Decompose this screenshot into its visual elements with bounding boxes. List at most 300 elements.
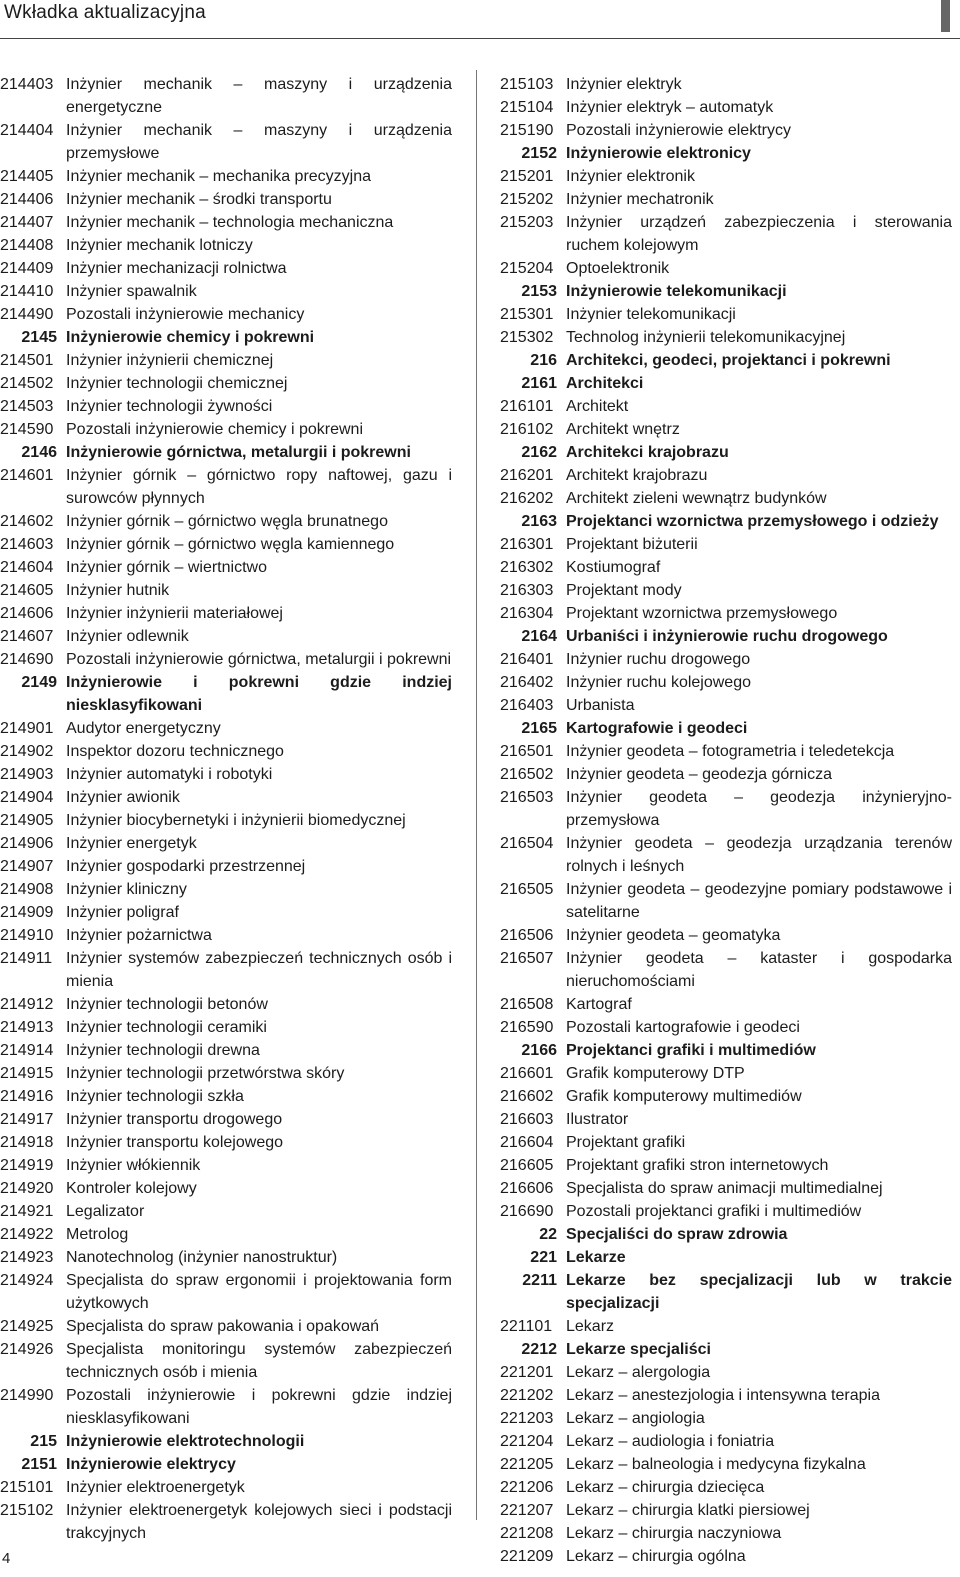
occupation-label: Lekarz – balneologia i medycyna fizykalna (566, 1456, 866, 1473)
occupation-label: Inżynier urządzeń zabezpieczenia i sterowania ruchem kolejowym (566, 214, 952, 254)
occupation-code: 216505 (500, 881, 554, 898)
occupation-code: 221203 (500, 1410, 554, 1427)
occupation-code: 2162 (521, 444, 557, 461)
occupation-label: Inżynierowie telekomunikacji (566, 283, 787, 300)
occupation-label: Inspektor dozoru technicznego (66, 743, 284, 760)
occupation-entry (500, 671, 952, 694)
occupation-entry (500, 579, 952, 602)
occupation-code: 216101 (500, 398, 554, 415)
group-heading (500, 625, 952, 648)
group-heading (500, 372, 952, 395)
occupation-entry (0, 119, 452, 165)
column-divider (476, 70, 477, 1520)
occupation-label: Inżynier odlewnik (66, 628, 189, 645)
occupation-entry (0, 188, 452, 211)
occupation-code: 2163 (521, 513, 557, 530)
occupation-label: Inżynier biocybernetyki i inżynierii biomedycznej (66, 812, 406, 829)
occupation-label: Inżynier mechanik – technologia mechaniczna (66, 214, 394, 231)
occupation-label: Pozostali inżynierowie i pokrewni gdzie indziej niesklasyfikowani (66, 1387, 452, 1427)
group-heading (0, 441, 452, 464)
occupation-label: Lekarz – chirurgia naczyniowa (566, 1525, 782, 1542)
occupation-code: 216508 (500, 996, 554, 1013)
occupation-entry (500, 73, 952, 96)
occupation-entry (0, 878, 452, 901)
occupation-label: Grafik komputerowy multimediów (566, 1088, 802, 1105)
occupation-label: Inżynier technologii żywności (66, 398, 273, 415)
occupation-code: 216590 (500, 1019, 554, 1036)
occupation-label: Specjalista do spraw pakowania i opakowań (66, 1318, 380, 1335)
occupation-code: 214405 (0, 168, 54, 185)
occupation-entry (500, 1407, 952, 1430)
occupation-label: Inżynier systemów zabezpieczeń technicznych osób i mienia (66, 950, 452, 990)
occupation-label: Urbaniści i inżynierowie ruchu drogowego (566, 628, 888, 645)
occupation-code: 216201 (500, 467, 554, 484)
occupation-code: 216401 (500, 651, 554, 668)
occupation-code: 2212 (521, 1341, 557, 1358)
occupation-code: 22 (539, 1226, 557, 1243)
occupation-label: Architekt wnętrz (566, 421, 680, 438)
occupation-label: Architekci, geodeci, projektanci i pokrewni (566, 352, 891, 369)
occupation-label: Inżynier ruchu drogowego (566, 651, 751, 668)
occupation-code: 216506 (500, 927, 554, 944)
occupation-code: 215 (30, 1433, 57, 1450)
occupation-code: 214916 (0, 1088, 54, 1105)
occupation-code: 214920 (0, 1180, 54, 1197)
occupation-label: Inżynier geodeta – fotogrametria i teledetekcja (566, 743, 895, 760)
occupation-label: Projektant grafiki stron internetowych (566, 1157, 829, 1174)
group-heading (500, 280, 952, 303)
occupation-entry (500, 487, 952, 510)
occupation-code: 216303 (500, 582, 554, 599)
occupation-code: 214409 (0, 260, 54, 277)
occupation-code: 216690 (500, 1203, 554, 1220)
occupation-entry (0, 1246, 452, 1269)
occupation-entry (500, 832, 952, 878)
occupation-entry (500, 1545, 952, 1568)
occupation-label: Ilustrator (566, 1111, 629, 1128)
occupation-label: Pozostali inżynierowie mechanicy (66, 306, 305, 323)
occupation-label: Inżynier elektryk (566, 76, 682, 93)
occupation-label: Nanotechnolog (inżynier nanostruktur) (66, 1249, 338, 1266)
occupation-code: 221207 (500, 1502, 554, 1519)
occupation-code: 214603 (0, 536, 54, 553)
occupation-entry (500, 648, 952, 671)
occupation-entry (0, 303, 452, 326)
occupation-label: Projektant biżuterii (566, 536, 698, 553)
occupation-label: Specjalista do spraw animacji multimedialnej (566, 1180, 883, 1197)
occupation-entry (0, 901, 452, 924)
occupation-label: Kostiumograf (566, 559, 661, 576)
occupation-code: 214909 (0, 904, 54, 921)
page-title: Wkładka aktualizacyjna (4, 2, 206, 23)
occupation-entry (0, 763, 452, 786)
occupation-entry (500, 602, 952, 625)
group-heading (500, 142, 952, 165)
occupation-entry (0, 280, 452, 303)
occupation-entry (500, 418, 952, 441)
occupation-entry (0, 1269, 452, 1315)
occupation-entry (0, 418, 452, 441)
occupation-label: Kartograf (566, 996, 632, 1013)
occupation-entry (500, 1430, 952, 1453)
occupation-label: Inżynier technologii drewna (66, 1042, 260, 1059)
occupation-label: Inżynier górnik – górnictwo ropy naftowej, gazu i surowców płynnych (66, 467, 452, 507)
group-heading (0, 326, 452, 349)
occupation-label: Pozostali inżynierowie chemicy i pokrewni (66, 421, 364, 438)
group-heading (0, 1430, 452, 1453)
corner-tab-mark (941, 0, 950, 32)
occupation-label: Lekarze specjaliści (566, 1341, 711, 1358)
occupation-label: Projektant wzornictwa przemysłowego (566, 605, 838, 622)
occupation-label: Inżynierowie elektrotechnologii (66, 1433, 305, 1450)
occupation-entry (0, 1499, 452, 1545)
occupation-code: 215202 (500, 191, 554, 208)
occupation-code: 214917 (0, 1111, 54, 1128)
occupation-code: 215301 (500, 306, 554, 323)
occupation-code: 216202 (500, 490, 554, 507)
occupation-entry (500, 1522, 952, 1545)
occupation-entry (0, 625, 452, 648)
group-heading (500, 510, 952, 533)
occupation-entry (0, 1384, 452, 1430)
occupation-code: 2165 (521, 720, 557, 737)
occupation-code: 214904 (0, 789, 54, 806)
occupation-code: 214490 (0, 306, 54, 323)
occupation-code: 221205 (500, 1456, 554, 1473)
occupation-code: 216602 (500, 1088, 554, 1105)
occupation-entry (500, 533, 952, 556)
occupation-entry (500, 1384, 952, 1407)
occupation-entry (500, 1154, 952, 1177)
occupation-label: Inżynier górnik – wiertnictwo (66, 559, 267, 576)
occupation-label: Grafik komputerowy DTP (566, 1065, 745, 1082)
occupation-code: 221 (530, 1249, 557, 1266)
occupation-entry (0, 809, 452, 832)
occupation-code: 216 (530, 352, 557, 369)
occupation-entry (0, 372, 452, 395)
occupation-label: Audytor energetyczny (66, 720, 221, 737)
occupation-code: 2149 (21, 674, 57, 691)
occupation-code: 214908 (0, 881, 54, 898)
occupation-label: Inżynier mechanik lotniczy (66, 237, 253, 254)
occupation-entry (0, 510, 452, 533)
occupation-code: 2152 (521, 145, 557, 162)
occupation-label: Urbanista (566, 697, 635, 714)
occupation-code: 216601 (500, 1065, 554, 1082)
occupation-label: Inżynier technologii chemicznej (66, 375, 288, 392)
occupation-code: 214913 (0, 1019, 54, 1036)
occupation-code: 214990 (0, 1387, 54, 1404)
occupation-entry (500, 1131, 952, 1154)
occupation-label: Metrolog (66, 1226, 129, 1243)
occupation-entry (0, 1338, 452, 1384)
occupation-code: 214606 (0, 605, 54, 622)
occupation-code: 216301 (500, 536, 554, 553)
left-column (0, 73, 452, 1545)
occupation-code: 216507 (500, 950, 554, 967)
occupation-entry (500, 395, 952, 418)
occupation-label: Inżynier mechanik – maszyny i urządzenia energetyczne (66, 76, 452, 116)
occupation-code: 216604 (500, 1134, 554, 1151)
occupation-code: 214605 (0, 582, 54, 599)
occupation-code: 214910 (0, 927, 54, 944)
occupation-label: Kartografowie i geodeci (566, 720, 748, 737)
occupation-label: Inżynier inżynierii materiałowej (66, 605, 283, 622)
occupation-code: 221208 (500, 1525, 554, 1542)
occupation-label: Projektanci grafiki i multimediów (566, 1042, 816, 1059)
occupation-entry (500, 1361, 952, 1384)
occupation-code: 216403 (500, 697, 554, 714)
occupation-code: 216302 (500, 559, 554, 576)
occupation-label: Technolog inżynierii telekomunikacyjnej (566, 329, 846, 346)
occupation-code: 214914 (0, 1042, 54, 1059)
occupation-label: Pozostali projektanci grafiki i multimediów (566, 1203, 862, 1220)
occupation-code: 216504 (500, 835, 554, 852)
occupation-code: 221209 (500, 1548, 554, 1565)
occupation-label: Inżynier górnik – górnictwo węgla brunatnego (66, 513, 388, 530)
occupation-code: 214919 (0, 1157, 54, 1174)
occupation-label: Inżynier mechatronik (566, 191, 714, 208)
occupation-label: Inżynierowie chemicy i pokrewni (66, 329, 315, 346)
occupation-code: 216502 (500, 766, 554, 783)
occupation-code: 216603 (500, 1111, 554, 1128)
occupation-code: 214502 (0, 375, 54, 392)
occupation-label: Lekarz – chirurgia ogólna (566, 1548, 746, 1565)
occupation-entry (0, 1223, 452, 1246)
occupation-entry (0, 1016, 452, 1039)
occupation-label: Lekarze (566, 1249, 626, 1266)
occupation-code: 221101 (500, 1318, 553, 1335)
occupation-code: 214925 (0, 1318, 54, 1335)
occupation-entry (500, 257, 952, 280)
occupation-label: Lekarz – chirurgia dziecięca (566, 1479, 765, 1496)
occupation-entry (500, 556, 952, 579)
occupation-code: 216606 (500, 1180, 554, 1197)
occupation-label: Inżynier transportu drogowego (66, 1111, 283, 1128)
occupation-label: Inżynier transportu kolejowego (66, 1134, 284, 1151)
occupation-entry (0, 1039, 452, 1062)
occupation-label: Architekci krajobrazu (566, 444, 729, 461)
occupation-entry (0, 464, 452, 510)
occupation-label: Inżynier energetyk (66, 835, 197, 852)
occupation-label: Inżynier inżynierii chemicznej (66, 352, 274, 369)
occupation-entry (500, 165, 952, 188)
occupation-entry (0, 165, 452, 188)
occupation-code: 216501 (500, 743, 554, 760)
occupation-entry (0, 234, 452, 257)
occupation-label: Inżynier górnik – górnictwo węgla kamiennego (66, 536, 395, 553)
occupation-label: Inżynierowie elektronicy (566, 145, 751, 162)
occupation-entry (500, 464, 952, 487)
occupation-code: 2146 (21, 444, 57, 461)
occupation-entry (500, 694, 952, 717)
occupation-entry (0, 1131, 452, 1154)
occupation-code: 2161 (521, 375, 557, 392)
occupation-code: 215104 (500, 99, 554, 116)
occupation-code: 214602 (0, 513, 54, 530)
occupation-entry (500, 1108, 952, 1131)
occupation-code: 214923 (0, 1249, 54, 1266)
occupation-label: Optoelektronik (566, 260, 670, 277)
occupation-code: 2153 (521, 283, 557, 300)
occupation-entry (0, 717, 452, 740)
occupation-entry (500, 786, 952, 832)
occupation-code: 221206 (500, 1479, 554, 1496)
occupation-label: Inżynier telekomunikacji (566, 306, 736, 323)
occupation-label: Legalizator (66, 1203, 145, 1220)
occupation-entry (0, 533, 452, 556)
occupation-entry (0, 73, 452, 119)
occupation-code: 221202 (500, 1387, 554, 1404)
occupation-label: Architekt krajobrazu (566, 467, 708, 484)
occupation-code: 214404 (0, 122, 54, 139)
occupation-label: Inżynierowie górnictwa, metalurgii i pokrewni (66, 444, 411, 461)
occupation-label: Inżynierowie elektrycy (66, 1456, 236, 1473)
occupation-entry (500, 924, 952, 947)
occupation-label: Specjaliści do spraw zdrowia (566, 1226, 788, 1243)
occupation-label: Inżynier mechanizacji rolnictwa (66, 260, 287, 277)
occupation-code: 216402 (500, 674, 554, 691)
occupation-code: 216304 (500, 605, 554, 622)
occupation-code: 216102 (500, 421, 554, 438)
occupation-label: Projektanci wzornictwa przemysłowego i odzieży (566, 513, 939, 530)
occupation-code: 2164 (521, 628, 557, 645)
occupation-code: 214921 (0, 1203, 54, 1220)
occupation-code: 214601 (0, 467, 54, 484)
occupation-label: Projektant grafiki (566, 1134, 686, 1151)
occupation-label: Inżynier włókiennik (66, 1157, 201, 1174)
occupation-entry (500, 1499, 952, 1522)
occupation-entry (0, 1200, 452, 1223)
occupation-entry (500, 740, 952, 763)
occupation-entry (500, 878, 952, 924)
occupation-code: 214406 (0, 191, 54, 208)
occupation-label: Inżynier geodeta – geodezja inżynieryjno-przemysłowa (566, 789, 952, 829)
occupation-entry (0, 993, 452, 1016)
occupation-code: 214918 (0, 1134, 54, 1151)
occupation-entry (500, 947, 952, 993)
group-heading (0, 671, 452, 717)
occupation-label: Lekarz – alergologia (566, 1364, 711, 1381)
occupation-code: 214915 (0, 1065, 54, 1082)
occupation-label: Projektant mody (566, 582, 682, 599)
occupation-entry (500, 1200, 952, 1223)
occupation-entry (0, 1476, 452, 1499)
occupation-code: 214907 (0, 858, 54, 875)
group-heading (500, 441, 952, 464)
occupation-entry (0, 924, 452, 947)
occupation-code: 214690 (0, 651, 54, 668)
occupation-entry (0, 855, 452, 878)
occupation-label: Inżynier geodeta – geodezyjne pomiary podstawowe i satelitarne (566, 881, 952, 921)
occupation-label: Inżynier technologii przetwórstwa skóry (66, 1065, 345, 1082)
occupation-label: Inżynier technologii betonów (66, 996, 268, 1013)
occupation-label: Inżynier elektronik (566, 168, 695, 185)
occupation-entry (500, 1062, 952, 1085)
group-heading (0, 1453, 452, 1476)
occupation-entry (500, 763, 952, 786)
occupation-entry (500, 211, 952, 257)
occupation-entry (500, 188, 952, 211)
header-divider (0, 38, 960, 39)
occupation-label: Inżynier awionik (66, 789, 180, 806)
occupation-code: 214410 (0, 283, 54, 300)
occupation-code: 221204 (500, 1433, 554, 1450)
occupation-label: Inżynier mechanik – maszyny i urządzenia przemysłowe (66, 122, 452, 162)
occupation-label: Inżynier elektryk – automatyk (566, 99, 774, 116)
occupation-entry (500, 119, 952, 142)
occupation-label: Architekt zieleni wewnątrz budynków (566, 490, 827, 507)
occupation-code: 215101 (0, 1479, 54, 1496)
occupation-code: 214905 (0, 812, 54, 829)
occupation-label: Specjalista monitoringu systemów zabezpieczeń technicznych osób i mienia (66, 1341, 452, 1381)
occupation-entry (500, 1016, 952, 1039)
occupation-code: 214912 (0, 996, 54, 1013)
group-heading (500, 1269, 952, 1315)
occupation-code: 214926 (0, 1341, 54, 1358)
group-heading (500, 1246, 952, 1269)
occupation-code: 215302 (500, 329, 554, 346)
occupation-entry (500, 96, 952, 119)
group-heading (500, 717, 952, 740)
occupation-code: 214902 (0, 743, 54, 760)
occupation-entry (0, 947, 452, 993)
occupation-entry (500, 1476, 952, 1499)
occupation-code: 214501 (0, 352, 54, 369)
occupation-entry (0, 648, 452, 671)
occupation-label: Inżynier geodeta – geodezja urządzania terenów rolnych i leśnych (566, 835, 952, 875)
group-heading (500, 1039, 952, 1062)
occupation-code: 215103 (500, 76, 554, 93)
occupation-code: 214911 (0, 950, 53, 967)
page-header (0, 0, 960, 56)
occupation-entry (0, 211, 452, 234)
group-heading (500, 1223, 952, 1246)
occupation-entry (500, 1177, 952, 1200)
occupation-code: 214906 (0, 835, 54, 852)
occupation-code: 214924 (0, 1272, 54, 1289)
occupation-code: 2151 (21, 1456, 57, 1473)
occupation-code: 2145 (21, 329, 57, 346)
occupation-code: 214901 (0, 720, 54, 737)
occupation-code: 214903 (0, 766, 54, 783)
occupation-entry (0, 832, 452, 855)
occupation-label: Architekt (566, 398, 629, 415)
occupation-code: 215203 (500, 214, 554, 231)
occupation-label: Lekarz – audiologia i foniatria (566, 1433, 775, 1450)
occupation-code: 215201 (500, 168, 554, 185)
occupation-label: Inżynier geodeta – kataster i gospodarka nieruchomościami (566, 950, 952, 990)
occupation-entry (0, 786, 452, 809)
page-number: 4 (2, 1550, 11, 1567)
occupation-code: 2211 (522, 1272, 557, 1289)
occupation-label: Inżynier ruchu kolejowego (566, 674, 751, 691)
occupation-label: Inżynier geodeta – geodezja górnicza (566, 766, 832, 783)
occupation-label: Inżynier elektroenergetyk (66, 1479, 245, 1496)
occupation-entry (500, 303, 952, 326)
occupation-label: Pozostali kartografowie i geodeci (566, 1019, 800, 1036)
occupation-entry (500, 993, 952, 1016)
occupation-label: Inżynier geodeta – geomatyka (566, 927, 781, 944)
occupation-code: 216605 (500, 1157, 554, 1174)
occupation-entry (0, 1315, 452, 1338)
occupation-entry (0, 579, 452, 602)
occupation-entry (0, 1085, 452, 1108)
occupation-code: 214922 (0, 1226, 54, 1243)
occupation-code: 214407 (0, 214, 54, 231)
occupation-code: 214408 (0, 237, 54, 254)
occupation-entry (0, 1062, 452, 1085)
